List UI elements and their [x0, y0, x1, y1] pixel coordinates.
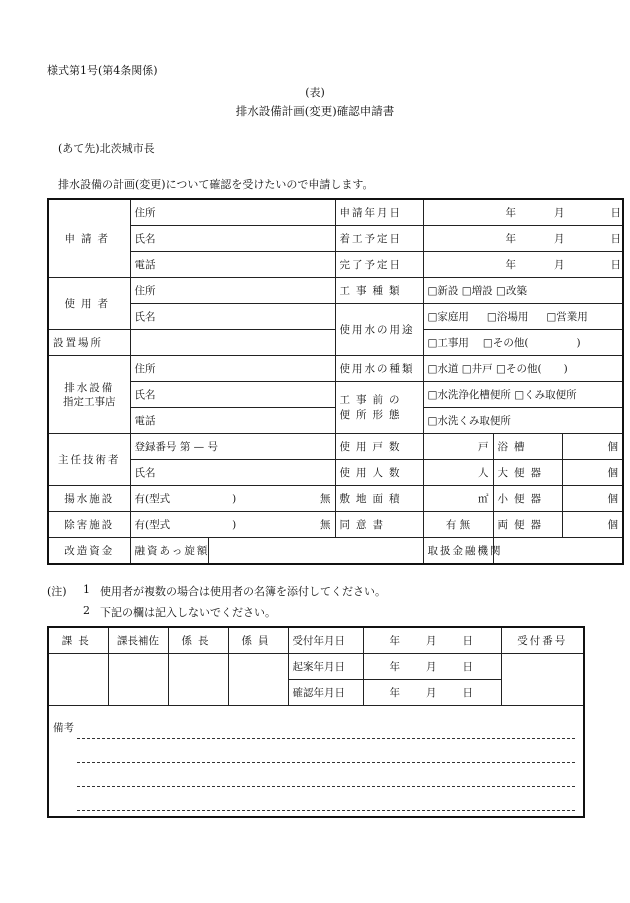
site-field[interactable] — [130, 330, 335, 356]
user-address-field[interactable]: 住所 — [130, 278, 335, 304]
form-side: (表) — [305, 86, 325, 99]
chief-stamp-box — [48, 654, 108, 706]
contractor-label: 排水設備 指定工事店 — [48, 356, 130, 434]
bath-label: 浴槽 — [493, 434, 562, 460]
engineer-label: 主任技術者 — [48, 434, 130, 486]
addressee: (あて先)北茨城市長 — [58, 142, 155, 155]
large-toilet-count-field[interactable]: 個 — [562, 460, 623, 486]
applicant-label: 申請者 — [48, 199, 130, 278]
chief-label: 課長 — [48, 627, 108, 654]
form-title: 排水設備計画(変更)確認申請書 — [235, 104, 395, 118]
apply-date-label: 申請年月日 — [335, 199, 423, 226]
finish-date-field[interactable]: 年 月 日 — [423, 252, 623, 278]
bank-field[interactable] — [493, 538, 623, 565]
receipt-number-field — [501, 654, 584, 706]
note-1-number: 1 — [83, 583, 90, 596]
applicant-address-field[interactable]: 住所 — [130, 199, 335, 226]
applicant-phone-field[interactable]: 電話 — [130, 252, 335, 278]
staff-label: 係員 — [228, 627, 288, 654]
toilet-type-label: 工事前の 便所形態 — [335, 382, 423, 434]
small-toilet-label: 小便器 — [493, 486, 562, 512]
engineer-name-field[interactable]: 氏名 — [130, 460, 335, 486]
form-number: 様式第1号(第4条関係) — [47, 64, 158, 77]
remarks-area — [48, 706, 584, 818]
apply-date-field[interactable]: 年 月 日 — [423, 199, 623, 226]
water-use-label: 使用水の用途 — [335, 304, 423, 356]
note-1: 使用者が複数の場合は使用者の名簿を添付してください。 — [100, 585, 386, 598]
staff-stamp-box — [228, 654, 288, 706]
received-date-label: 受付年月日 — [288, 627, 363, 654]
drafted-date-field: 年 月 日 — [363, 654, 501, 680]
work-type-label: 工事種類 — [335, 278, 423, 304]
persons-label: 使用人数 — [335, 460, 423, 486]
area-label: 敷地面積 — [335, 486, 423, 512]
confirmed-date-label: 確認年月日 — [288, 680, 363, 706]
user-name-field[interactable]: 氏名 — [130, 304, 335, 330]
bank-label: 取扱金融機関 — [423, 538, 493, 565]
confirmed-date-field: 年 月 日 — [363, 680, 501, 706]
pump-field[interactable]: 有(型式 ) 無 — [130, 486, 335, 512]
remarks-line-3 — [77, 786, 575, 787]
large-toilet-label: 大便器 — [493, 460, 562, 486]
start-date-label: 着工予定日 — [335, 226, 423, 252]
water-use-options-1[interactable]: □家庭用 □浴場用 □営業用 — [423, 304, 623, 330]
application-table — [47, 198, 624, 565]
consent-field[interactable]: 有 無 — [423, 512, 493, 538]
notes-prefix: (注) — [47, 585, 67, 598]
contractor-name-field[interactable]: 氏名 — [130, 382, 335, 408]
area-field[interactable]: ㎡ — [423, 486, 493, 512]
bath-count-field[interactable]: 個 — [562, 434, 623, 460]
remarks-label: 備考 — [53, 722, 74, 734]
office-use-table — [47, 626, 585, 818]
received-date-field: 年 月 日 — [363, 627, 501, 654]
remarks-line-2 — [77, 762, 575, 763]
funding-label: 改造資金 — [48, 538, 130, 565]
households-field[interactable]: 戸 — [423, 434, 493, 460]
intro-text: 排水設備の計画(変更)について確認を受けたいので申請します。 — [58, 178, 374, 191]
persons-field[interactable]: 人 — [423, 460, 493, 486]
section-chief-stamp-box — [168, 654, 228, 706]
water-use-options-2[interactable]: □工事用 □その他( ) — [423, 330, 623, 356]
contractor-address-field[interactable]: 住所 — [130, 356, 335, 382]
toilet-options-1[interactable]: □水洗浄化槽便所 □くみ取便所 — [423, 382, 623, 408]
note-2: 下記の欄は記入しないでください。 — [100, 606, 276, 619]
finish-date-label: 完了予定日 — [335, 252, 423, 278]
small-toilet-count-field[interactable]: 個 — [562, 486, 623, 512]
start-date-field[interactable]: 年 月 日 — [423, 226, 623, 252]
water-kind-label: 使用水の種類 — [335, 356, 423, 382]
receipt-number-label: 受付番号 — [501, 627, 584, 654]
deputy-label: 課長補佐 — [108, 627, 168, 654]
water-kind-options[interactable]: □水道 □井戸 □その他( ) — [423, 356, 623, 382]
remove-label: 除害施設 — [48, 512, 130, 538]
note-2-number: 2 — [83, 604, 90, 617]
work-type-options[interactable]: □新設 □増設 □改築 — [423, 278, 623, 304]
households-label: 使用戸数 — [335, 434, 423, 460]
contractor-phone-field[interactable]: 電話 — [130, 408, 335, 434]
toilet-options-2[interactable]: □水洗くみ取便所 — [423, 408, 623, 434]
loan-field[interactable] — [208, 538, 423, 565]
user-label: 使用者 — [48, 278, 130, 330]
both-toilet-count-field[interactable]: 個 — [562, 512, 623, 538]
section-chief-label: 係長 — [168, 627, 228, 654]
site-label: 設置場所 — [48, 330, 130, 356]
remarks-line-1 — [77, 738, 575, 739]
drafted-date-label: 起案年月日 — [288, 654, 363, 680]
both-toilet-label: 両便器 — [493, 512, 562, 538]
remarks-line-4 — [77, 810, 575, 811]
applicant-name-field[interactable]: 氏名 — [130, 226, 335, 252]
remove-field[interactable]: 有(型式 ) 無 — [130, 512, 335, 538]
loan-label: 融資あっ旋額 — [130, 538, 208, 565]
consent-label: 同意書 — [335, 512, 423, 538]
deputy-stamp-box — [108, 654, 168, 706]
engineer-reg-field[interactable]: 登録番号 第 — 号 — [130, 434, 335, 460]
pump-label: 揚水施設 — [48, 486, 130, 512]
